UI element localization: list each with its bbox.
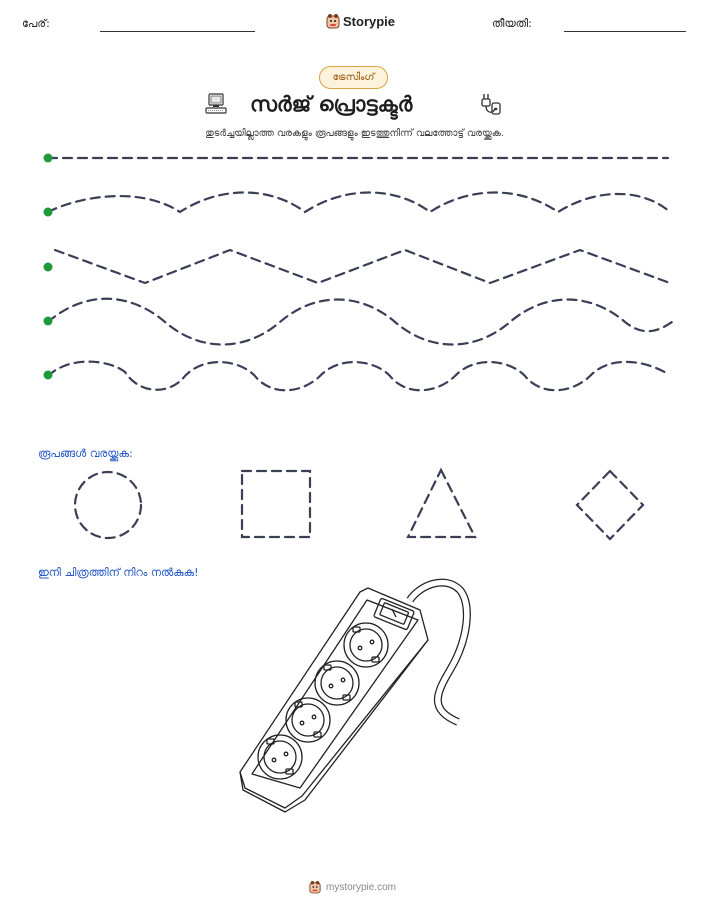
start-dot	[44, 371, 53, 380]
trace-square[interactable]	[242, 471, 310, 537]
color-heading: ഇനി ചിത്രത്തിന് നിറം നൽകുക!	[38, 566, 199, 579]
surge-protector-drawing[interactable]	[240, 583, 467, 812]
start-dot	[44, 208, 53, 217]
date-label: തീയതി:	[492, 17, 532, 30]
page-title: സർജ് പ്രൊട്ടക്ടർ	[250, 92, 413, 116]
shapes-heading: രൂപങ്ങൾ വരയ്ക്കുക:	[38, 447, 133, 460]
trace-triangle[interactable]	[408, 470, 475, 537]
trace-diamond[interactable]	[577, 471, 643, 539]
trace-line-loop-wave[interactable]	[48, 362, 668, 391]
start-dot	[44, 154, 53, 163]
trace-circle[interactable]	[75, 472, 141, 538]
start-dot	[44, 317, 53, 326]
start-dot	[44, 263, 53, 272]
trace-line-zigzag[interactable]	[55, 250, 670, 283]
footer	[309, 880, 396, 894]
trace-line-curvy[interactable]	[48, 299, 672, 345]
brand-name: Storypie	[343, 13, 396, 29]
tracing-badge: ട്രേസിംഗ്	[319, 66, 388, 89]
instructions: തുടർച്ചയില്ലാത്ത വരകളും രൂപങ്ങളും ഇടത്തുനിന്ന് വലത്തോട്ട് വരയ്ക്കുക.	[205, 128, 504, 139]
name-label: പേര്:	[22, 17, 50, 30]
footer-url[interactable]: mystorypie.com	[326, 881, 397, 893]
trace-line-wave[interactable]	[48, 193, 670, 213]
storypie-logo	[309, 880, 321, 894]
